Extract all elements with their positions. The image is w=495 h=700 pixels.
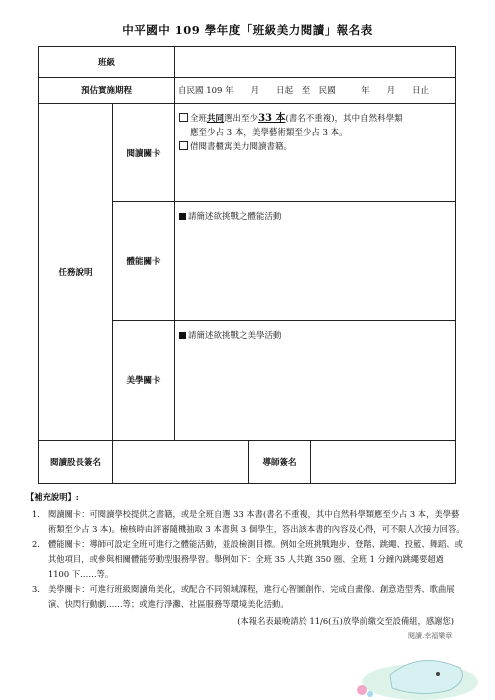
physical-stage-content[interactable]: 請簡述欲挑戰之體能活動 xyxy=(175,202,456,320)
supplementary-notes xyxy=(26,490,466,629)
period-label: 預估實施期程 xyxy=(39,77,175,104)
reading-option-2: 借閱書櫃寓美力閱讀書籍。 xyxy=(179,140,451,154)
reading-stage-label: 閱讀關卡 xyxy=(113,104,175,202)
leader-signature-label: 閱讀股長簽名 xyxy=(39,441,113,484)
aesthetic-stage-label: 美學關卡 xyxy=(113,320,175,440)
teacher-signature-field[interactable] xyxy=(311,441,456,484)
checkbox-icon[interactable] xyxy=(179,141,188,150)
period-field[interactable]: 自民國 109 年 月 日起 至 民國 年 月 日止 xyxy=(175,77,456,104)
reading-option-1-cont: 應至少占 3 本，美學藝術類至少占 3 本。 xyxy=(190,128,348,139)
teacher-signature-label: 導師簽名 xyxy=(249,441,311,484)
leader-signature-field[interactable] xyxy=(113,441,249,484)
note-item: 3. 美學關卡：可進行班級閱讀角美化，或配合不同領域課程，進行心智圖創作、完成自畫像、創意造型秀、歌曲展演、快閃行動劇……等；或進行淨灘、社區服務等環境美化活動。 xyxy=(32,584,455,609)
class-field[interactable] xyxy=(175,47,456,78)
book-mascot-logo xyxy=(350,620,480,700)
logo-caption: 閱讀.幸福樂章 xyxy=(408,632,453,640)
notes-heading: 【補充說明】: xyxy=(26,492,79,502)
submission-deadline-note: (本報名表最晚請於 11/6(五)放學前繳交至設備組，感謝您) xyxy=(237,616,454,626)
reading-option-1: 全班共同選出至少33 本(書名不重複)，其中自然科學類 xyxy=(179,112,451,126)
note-item: 2. 體能關卡：導師可設定全班可進行之體能活動，並設檢測目標。例如全班挑戰跑步、登階、跳繩、投籃、舞蹈、或其他項目，或參與相關體能勞動型服務學習。舉例如下：全班 35 人共跑 350 圈、全班 1 分鐘內跳繩要超過 1100 下……等。 xyxy=(32,539,463,579)
registration-form-table xyxy=(38,46,456,484)
page-title: 中平國中 109 學年度「班級美力閱讀」報名表 xyxy=(122,23,373,37)
checkbox-icon[interactable] xyxy=(179,113,188,122)
aesthetic-stage-content[interactable]: 請簡述欲挑戰之美學活動 xyxy=(175,320,456,440)
filled-square-icon xyxy=(179,213,186,220)
class-label: 班級 xyxy=(39,47,175,78)
note-item: 1. 閱讀關卡：可閱讀學校提供之書籍，或是全班自選 33 本書(書名不重複，其中自然科學類應至少占 3 本，美學藝術類至少占 3 本)。檢核時由評審隨機抽取 3 本書與 3 個學生，答出該本書的內容及心得，可不限人次接力回答。 xyxy=(32,509,465,534)
filled-square-icon xyxy=(179,332,186,339)
task-label: 任務說明 xyxy=(39,104,113,441)
physical-stage-label: 體能關卡 xyxy=(113,202,175,320)
reading-stage-content xyxy=(175,104,456,202)
